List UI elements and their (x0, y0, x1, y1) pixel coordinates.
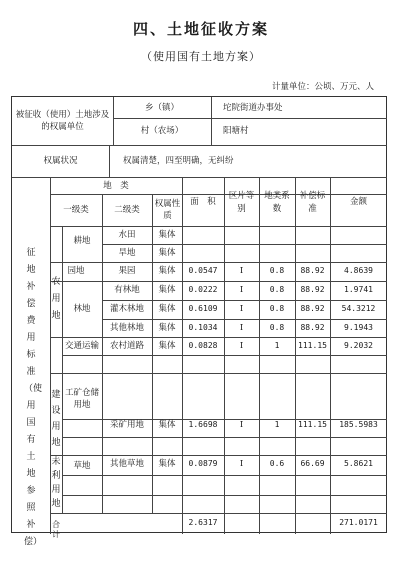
level2-cell: 灌木林地 (109, 304, 144, 314)
grid-line (50, 281, 387, 282)
level2-cell: 果园 (118, 266, 136, 276)
unused-land-group: 未利用地 (51, 457, 61, 509)
level2-header: 二级类 (114, 205, 140, 215)
level1-label: 耕地 (73, 236, 91, 246)
grid-line (113, 118, 387, 119)
ownership-cell: 集体 (158, 323, 176, 333)
grade-cell: I (239, 341, 244, 351)
village-value: 阳塘村 (223, 126, 249, 136)
std-cell: 111.15 (298, 420, 327, 429)
level2-cell: 旱地 (118, 248, 136, 258)
farm-land-group: 农用地 (51, 277, 61, 321)
grid-line (50, 262, 387, 263)
construction-land-group: 建设用地 (51, 390, 61, 448)
town-label: 乡（镇） (144, 103, 179, 113)
owner-unit-label: 被征收（使用）土地涉及的权属单位 (15, 110, 110, 132)
grid-line (295, 177, 296, 534)
grade-cell: I (239, 304, 244, 314)
grid-line (50, 373, 387, 374)
grade-cell: I (239, 285, 244, 295)
town-value: 坨院街道办事处 (223, 103, 283, 113)
std-cell: 88.92 (300, 304, 325, 313)
grade-cell: I (239, 420, 244, 430)
std-cell: 88.92 (300, 323, 325, 332)
compensation-standard-label: 征地补偿费用标准（使用国有土地参照补偿） (24, 248, 43, 547)
grid-line (50, 513, 387, 514)
area-cell: 1.6698 (188, 420, 218, 429)
land-type-header: 地 类 (103, 181, 129, 191)
coef-cell: 0.8 (269, 266, 285, 275)
ownership-cell: 集体 (158, 304, 176, 314)
amount-cell: 54.3212 (341, 304, 376, 313)
level1-label: 园地 (67, 266, 85, 276)
grid-line (102, 244, 387, 245)
grid-line (12, 145, 387, 146)
amount-cell: 5.8621 (344, 459, 373, 468)
grid-line (182, 177, 183, 534)
grid-line (50, 226, 387, 227)
unit-note: 计量单位：公顷、万元、人 (271, 82, 374, 92)
village-label: 村（农场） (140, 126, 184, 136)
grid-line (330, 177, 331, 534)
amount-cell: 9.1943 (344, 323, 373, 332)
ownership-cell: 集体 (158, 285, 176, 295)
ownership-nature-header: 权属性质 (154, 199, 181, 221)
grid-line (102, 319, 387, 320)
area-cell: 0.0828 (188, 341, 218, 350)
coef-cell: 1 (274, 420, 280, 429)
level1-label: 草地 (73, 461, 91, 471)
level2-cell: 农村道路 (109, 341, 144, 351)
total-area: 2.6317 (188, 518, 218, 527)
amount-cell: 185.5983 (339, 420, 378, 429)
ownership-status-value: 权属清楚，四至明确，无纠纷 (123, 156, 234, 166)
level2-cell: 其他林地 (109, 323, 144, 333)
ownership-cell: 集体 (158, 459, 176, 469)
land-coef-header: 地类系数 (264, 191, 290, 214)
ownership-status-label: 权属状况 (43, 156, 78, 166)
level2-cell: 水田 (118, 230, 136, 240)
area-cell: 0.6109 (188, 304, 218, 313)
grid-line (50, 455, 387, 456)
amount-header: 金额 (349, 197, 367, 207)
area-cell: 0.0222 (188, 285, 218, 294)
std-cell: 111.15 (298, 341, 327, 350)
grid-line (102, 300, 387, 301)
area-header: 面 积 (190, 197, 216, 207)
level1-label: 林地 (73, 304, 91, 314)
amount-cell: 4.8639 (344, 266, 373, 275)
document-title: 四、土地征收方案 (132, 20, 269, 38)
coef-cell: 0.8 (269, 304, 285, 313)
ownership-cell: 集体 (158, 420, 176, 430)
grade-cell: I (239, 459, 244, 469)
region-grade-header: 区片等别 (228, 191, 255, 214)
level2-cell: 有林地 (114, 285, 140, 295)
area-cell: 0.1034 (188, 323, 218, 332)
level2-cell: 其他草地 (109, 459, 144, 469)
level1-label: 工矿仓储用地 (65, 388, 100, 410)
compensation-table (11, 96, 387, 547)
coef-cell: 0.8 (269, 323, 285, 332)
area-cell: 0.0879 (188, 459, 218, 468)
amount-cell: 9.2032 (344, 341, 373, 350)
level1-header: 一级类 (63, 205, 89, 215)
std-cell: 88.92 (300, 285, 325, 294)
ownership-cell: 集体 (158, 230, 176, 240)
ownership-cell: 集体 (158, 248, 176, 258)
grid-line (259, 177, 260, 534)
grid-line (224, 177, 225, 534)
area-cell: 0.0547 (188, 266, 218, 275)
ownership-cell: 集体 (158, 341, 176, 351)
compensation-std-header: 补偿标准 (299, 191, 326, 214)
total-amount: 271.0171 (339, 518, 378, 527)
total-label: 合计 (52, 520, 60, 539)
grade-cell: I (239, 323, 244, 333)
document-subtitle: （使用国有土地方案） (141, 50, 261, 63)
std-cell: 88.92 (300, 266, 325, 275)
coef-cell: 0.6 (269, 459, 285, 468)
level1-label: 交通运输 (64, 341, 99, 351)
grade-cell: I (239, 266, 244, 276)
std-cell: 66.69 (300, 459, 325, 468)
ownership-cell: 集体 (158, 266, 176, 276)
coef-cell: 0.8 (269, 285, 285, 294)
grid-line (50, 194, 387, 195)
coef-cell: 1 (274, 341, 280, 350)
grid-line (50, 337, 387, 338)
level2-cell: 采矿用地 (109, 420, 144, 430)
amount-cell: 1.9741 (344, 285, 373, 294)
